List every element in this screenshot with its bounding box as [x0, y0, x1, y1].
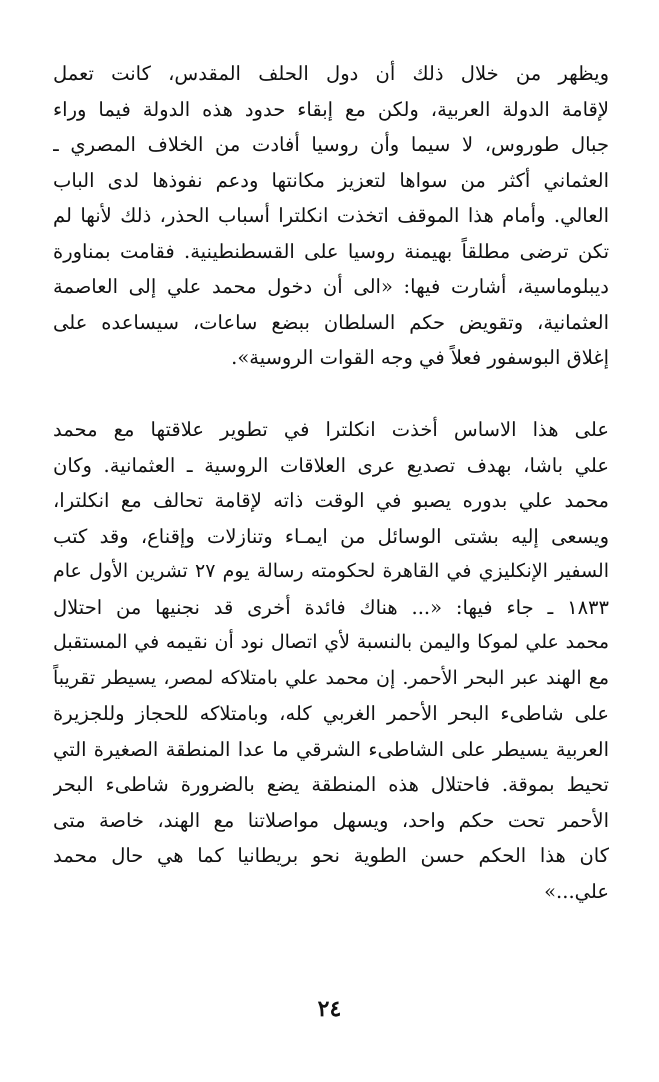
text-line: ويظهر من خلال ذلك أن دول الحلف المقدس، كانت تعمل — [53, 62, 609, 85]
text-line: السفير الإنكليزي في القاهرة لحكومته رسالة يوم ٢٧ تشرين الأول عام — [53, 560, 609, 582]
text-line: لإقامة الدولة العربية، ولكن مع إبقاء حدود هذه الدولة فيما وراء — [53, 97, 609, 121]
text-line: كان هذا الحكم حسن الطوية نحو بريطانيا كما هي حال محمد — [53, 844, 609, 867]
text-line: ١٨٣٣ ـ جاء فيها: «... هناك فائدة أخرى قد نجنيها من احتلال — [53, 595, 609, 619]
text-line: ديبلوماسية، أشارت فيها: «الى أن دخول محمد علي إلى العاصمة — [53, 275, 609, 298]
text-line: محمد علي لموكا واليمن بالنسبة لأي اتصال نود أن نقيمه في المستقبل — [53, 631, 609, 653]
text-line: مع الهند عبر البحر الأحمر. إن محمد علي بامتلاكه لمصر، يسيطر تقريباً — [53, 666, 609, 689]
text-line: تكن ترضى مطلقاً بهيمنة روسيا على القسطنطينية. فقامت بمناورة — [53, 239, 609, 263]
page-number: ٢٤ — [317, 996, 342, 1022]
paragraph-2 — [53, 412, 609, 909]
text-line: إغلاق البوسفور فعلاً في وجه القوات الروسية». — [231, 346, 609, 369]
text-line: علي...» — [544, 879, 609, 903]
text-line: محمد علي بدوره يصبو في الوقت ذاته لإقامة تحالف مع انكلترا، — [53, 489, 609, 512]
text-line: ويسعى إليه بشتى الوسائل من ايمـاء وتنازلات وإقناع، وقد كتب — [53, 524, 609, 548]
text-line: على هذا الاساس أخذت انكلترا في تطوير علاقتها مع محمد — [53, 418, 609, 441]
text-line: العالي. وأمام هذا الموقف اتخذت انكلترا أسباب الحذر، ذلك لأنها لم — [53, 204, 609, 227]
text-line: العثماني أكثر من سواها لتعزيز مكانتها ودعم نفوذها لدى الباب — [53, 168, 609, 192]
text-line: تحيط بموقة. فاحتلال هذه المنطقة يضع بالضرورة شاطىء البحر — [53, 773, 609, 796]
text-line: الأحمر تحت حكم واحد، ويسهل مواصلاتنا مع الهند، خاصة متى — [53, 808, 609, 832]
text-line: على شاطىء البحر الأحمر الغربي كله، وبامتلاكه للحجاز وللجزيرة — [53, 702, 609, 725]
paragraph-1 — [53, 56, 609, 376]
text-line: علي باشا، بهدف تصديع عرى العلاقات الروسية ـ العثمانية. وكان — [53, 453, 609, 477]
text-line: جبال طوروس، لا سيما وأن روسيا أفادت من الخلاف المصري ـ — [53, 133, 609, 156]
text-line: العثمانية، وتقويض حكم السلطان ببضع ساعات، سيساعده على — [53, 310, 609, 334]
text-line: العربية يسيطر على الشاطىء الشرقي ما عدا المنطقة الصغيرة التي — [53, 737, 609, 761]
